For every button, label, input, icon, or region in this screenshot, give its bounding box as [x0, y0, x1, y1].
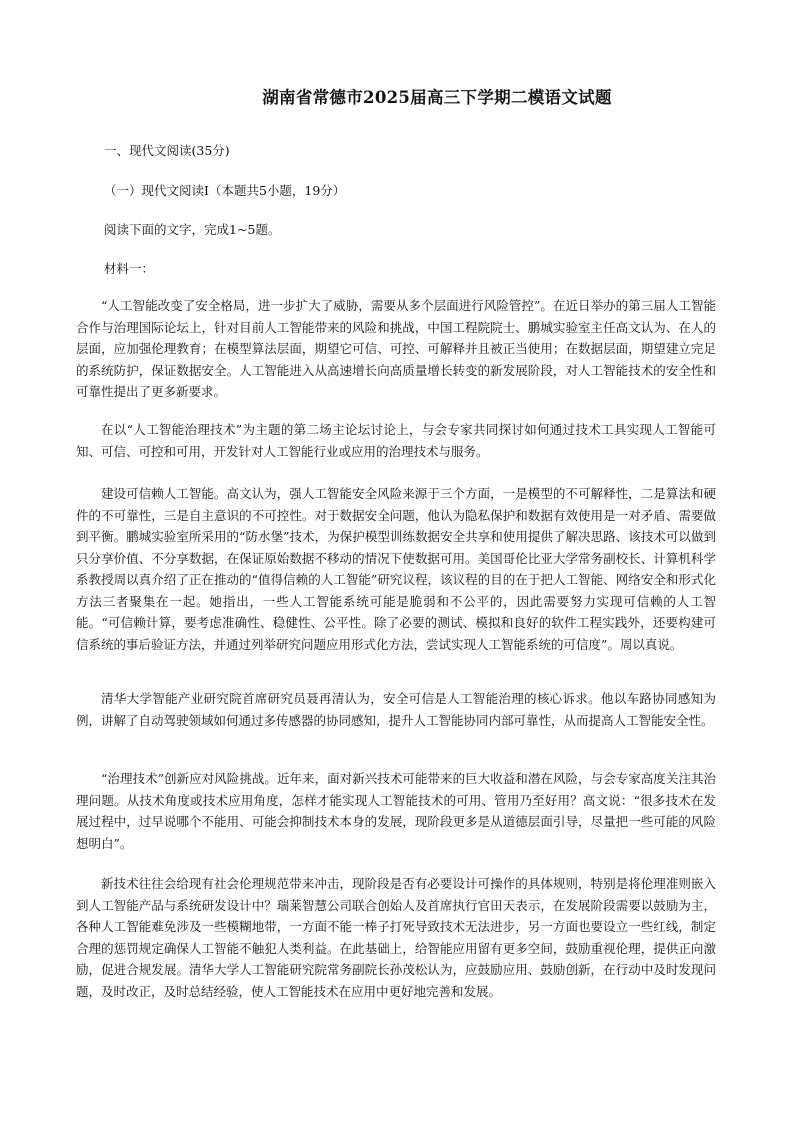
- paragraph-4: 清华大学智能产业研究院首席研究员聂再清认为，安全可信是人工智能治理的核心诉求。他以车路协同感知为例，讲解了自动驾驶领域如何通过多传感器的协同感知，提升人工智能协同内部可靠性，从而提高人工智能安全性。: [76, 691, 716, 728]
- material-label: 材料一：: [104, 261, 155, 276]
- subsection-heading: （一）现代文阅读I（本题共5小题，19分）: [104, 183, 346, 198]
- paragraph-6: 新技术往往会给现有社会伦理规范带来冲击，现阶段是否有必要设计可操作的具体规则，特别是将伦理准则嵌入到人工智能产品与系统研发设计中？瑞莱智慧公司联合创始人及首席执行官田天表示，在发展阶段需要以鼓励为主，各种人工智能难免涉及一些模糊地带，一方面不能一棒子打死导致技术无法进步，另一方面也要设立一些红线，制定合理的惩罚规定确保人工智能不触犯人类利益。在此基础上，给智能应用留有更多空间，鼓励重视伦理，提供正向激励，促进合规发展。清华大学人工智能研究院常务副院长孙茂松认为，应鼓励应用、鼓励创新，在行动中及时发现问题，及时改正，及时总结经验，使人工智能技术在应用中更好地完善和发展。: [76, 876, 716, 999]
- document-title: 湖南省常德市2025届高三下学期二模语文试题: [262, 88, 612, 107]
- instruction-text: 阅读下面的文字，完成1~5题。: [104, 222, 281, 237]
- paragraph-2: 在以“人工智能治理技术”为主题的第二场主论坛讨论上，与会专家共同探讨如何通过技术工具实现人工智能可知、可信、可控和可用，开发针对人工智能行业或应用的治理技术与服务。: [76, 422, 716, 459]
- section-heading: 一、现代文阅读(35分): [104, 143, 230, 158]
- paragraph-1: “人工智能改变了安全格局，进一步扩大了威胁，需要从多个层面进行风险管控”。在近日举办的第三届人工智能合作与治理国际论坛上，针对目前人工智能带来的风险和挑战，中国工程院院士、鹏城实验室主任高文认为、在人的层面，应加强伦理教育；在模型算法层面，期望它可信、可控、可解释并且被正当使用；在数据层面，期望建立完足的系统防护，保证数据安全。人工智能进入从高速增长向高质量增长转变的新发展阶段，对人工智能技术的安全性和可靠性提出了更多新要求。: [76, 298, 716, 399]
- paragraph-3: 建设可信赖人工智能。高文认为，强人工智能安全风险来源于三个方面，一是模型的不可解释性，二是算法和硬件的不可靠性，三是自主意识的不可控性。对于数据安全问题，他认为隐私保护和数据有效使用是一对矛盾、需要做到平衡。鹏城实验室所采用的“防水堡”技术，为保护模型训练数据安全共享和使用提供了解决思路、该技术可以做到只分享价值、不分享数据，在保证原始数据不移动的情况下使数据可用。美国哥伦比亚大学常务副校长、计算机科学系教授周以真介绍了正在推动的“值得信赖的人工智能”研究议程，该议程的目的在于把人工智能、网络安全和形式化方法三者聚集在一起。她指出，一些人工智能系统可能是脆弱和不公平的，因此需要努力实现可信赖的人工智能。“可信赖计算，要考虑准确性、稳健性、公平性。除了必要的测试、模拟和良好的软件工程实践外，还要构建可信系统的事后验证方法，并通过列举研究问题应用形式化方法，尝试实现人工智能系统的可信度”。周以真说。: [76, 486, 716, 652]
- paragraph-5: “治理技术”创新应对风险挑战。近年来，面对新兴技术可能带来的巨大收益和潜在风险，与会专家高度关注其治理问题。从技术角度或技术应用角度，怎样才能实现人工智能技术的可用、管用乃至好用？高文说：“很多技术在发展过程中，过早说哪个不能用、可能会抑制技术本身的发展，现阶段更多是从道德层面引导，尽量把一些可能的风险想明白”。: [76, 771, 716, 851]
